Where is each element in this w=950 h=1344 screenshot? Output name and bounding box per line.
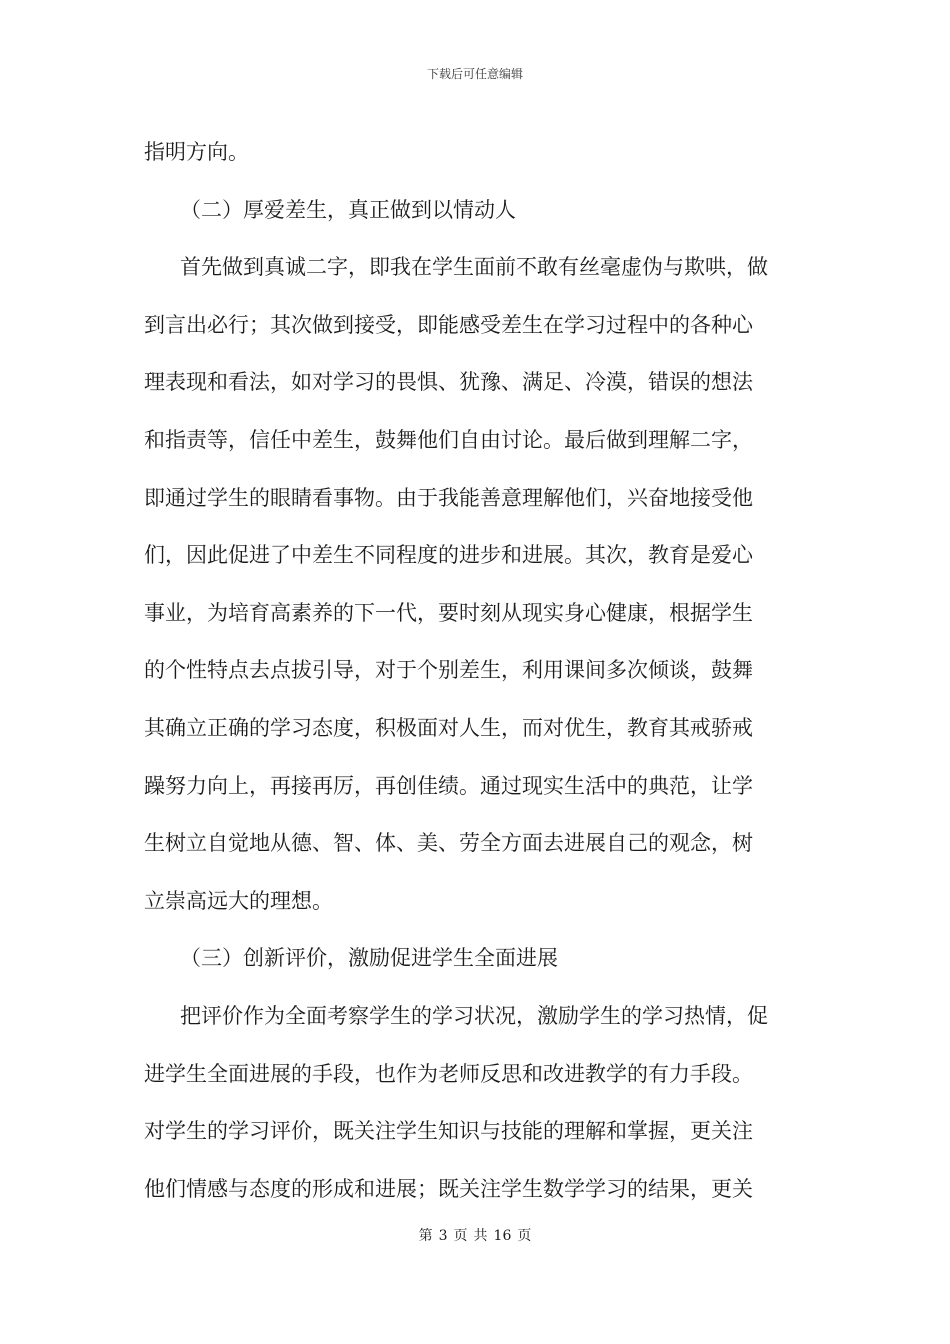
text-line: 对学生的学习评价，既关注学生知识与技能的理解和掌握，更关注 <box>144 1119 753 1144</box>
total-pages: 16 <box>493 1228 512 1244</box>
section-heading: （二）厚爱差生，真正做到以情动人 <box>180 197 516 222</box>
text-line: 的个性特点去点拔引导，对于个别差生，利用课间多次倾谈，鼓舞 <box>144 658 753 683</box>
page-unit: 页 <box>453 1228 468 1244</box>
page-number: 3 <box>438 1228 448 1244</box>
section-heading: （三）创新评价，激励促进学生全面进展 <box>180 946 558 971</box>
text-line: 理表现和看法，如对学习的畏惧、犹豫、满足、冷漠，错误的想法 <box>144 370 753 395</box>
text-line: 即通过学生的眼睛看事物。由于我能善意理解他们，兴奋地接受他 <box>144 485 753 510</box>
text-line: 首先做到真诚二字，即我在学生面前不敢有丝毫虚伪与欺哄，做 <box>180 255 768 280</box>
total-label: 共 <box>473 1228 488 1244</box>
page-label: 第 <box>418 1228 433 1244</box>
text-line: 躁努力向上，再接再厉，再创佳绩。通过现实生活中的典范，让学 <box>144 773 753 798</box>
text-line: 生树立自觉地从德、智、体、美、劳全方面去进展自己的观念，树 <box>144 831 753 856</box>
text-line: 们，因此促进了中差生不同程度的进步和进展。其次，教育是爱心 <box>144 543 753 568</box>
text-line: 进学生全面进展的手段，也作为老师反思和改进教学的有力手段。 <box>144 1061 753 1086</box>
text-line: 立崇高远大的理想。 <box>144 888 333 913</box>
text-line: 和指责等，信任中差生，鼓舞他们自由讨论。最后做到理解二字， <box>144 427 753 452</box>
text-line: 其确立正确的学习态度，积极面对人生，而对优生，教育其戒骄戒 <box>144 715 753 740</box>
document-body <box>144 133 809 1227</box>
text-line: 到言出必行；其次做到接受，即能感受差生在学习过程中的各种心 <box>144 312 753 337</box>
text-line: 他们情感与态度的形成和进展；既关注学生数学学习的结果，更关 <box>144 1176 753 1201</box>
page-footer <box>0 1227 950 1245</box>
text-line: 把评价作为全面考察学生的学习状况，激励学生的学习热情，促 <box>180 1003 768 1028</box>
text-line: 指明方向。 <box>144 140 249 164</box>
page-header: 下载后可任意编辑 <box>426 67 523 81</box>
text-line: 事业，为培育高素养的下一代，要时刻从现实身心健康，根据学生 <box>144 600 753 625</box>
total-unit: 页 <box>517 1228 532 1244</box>
